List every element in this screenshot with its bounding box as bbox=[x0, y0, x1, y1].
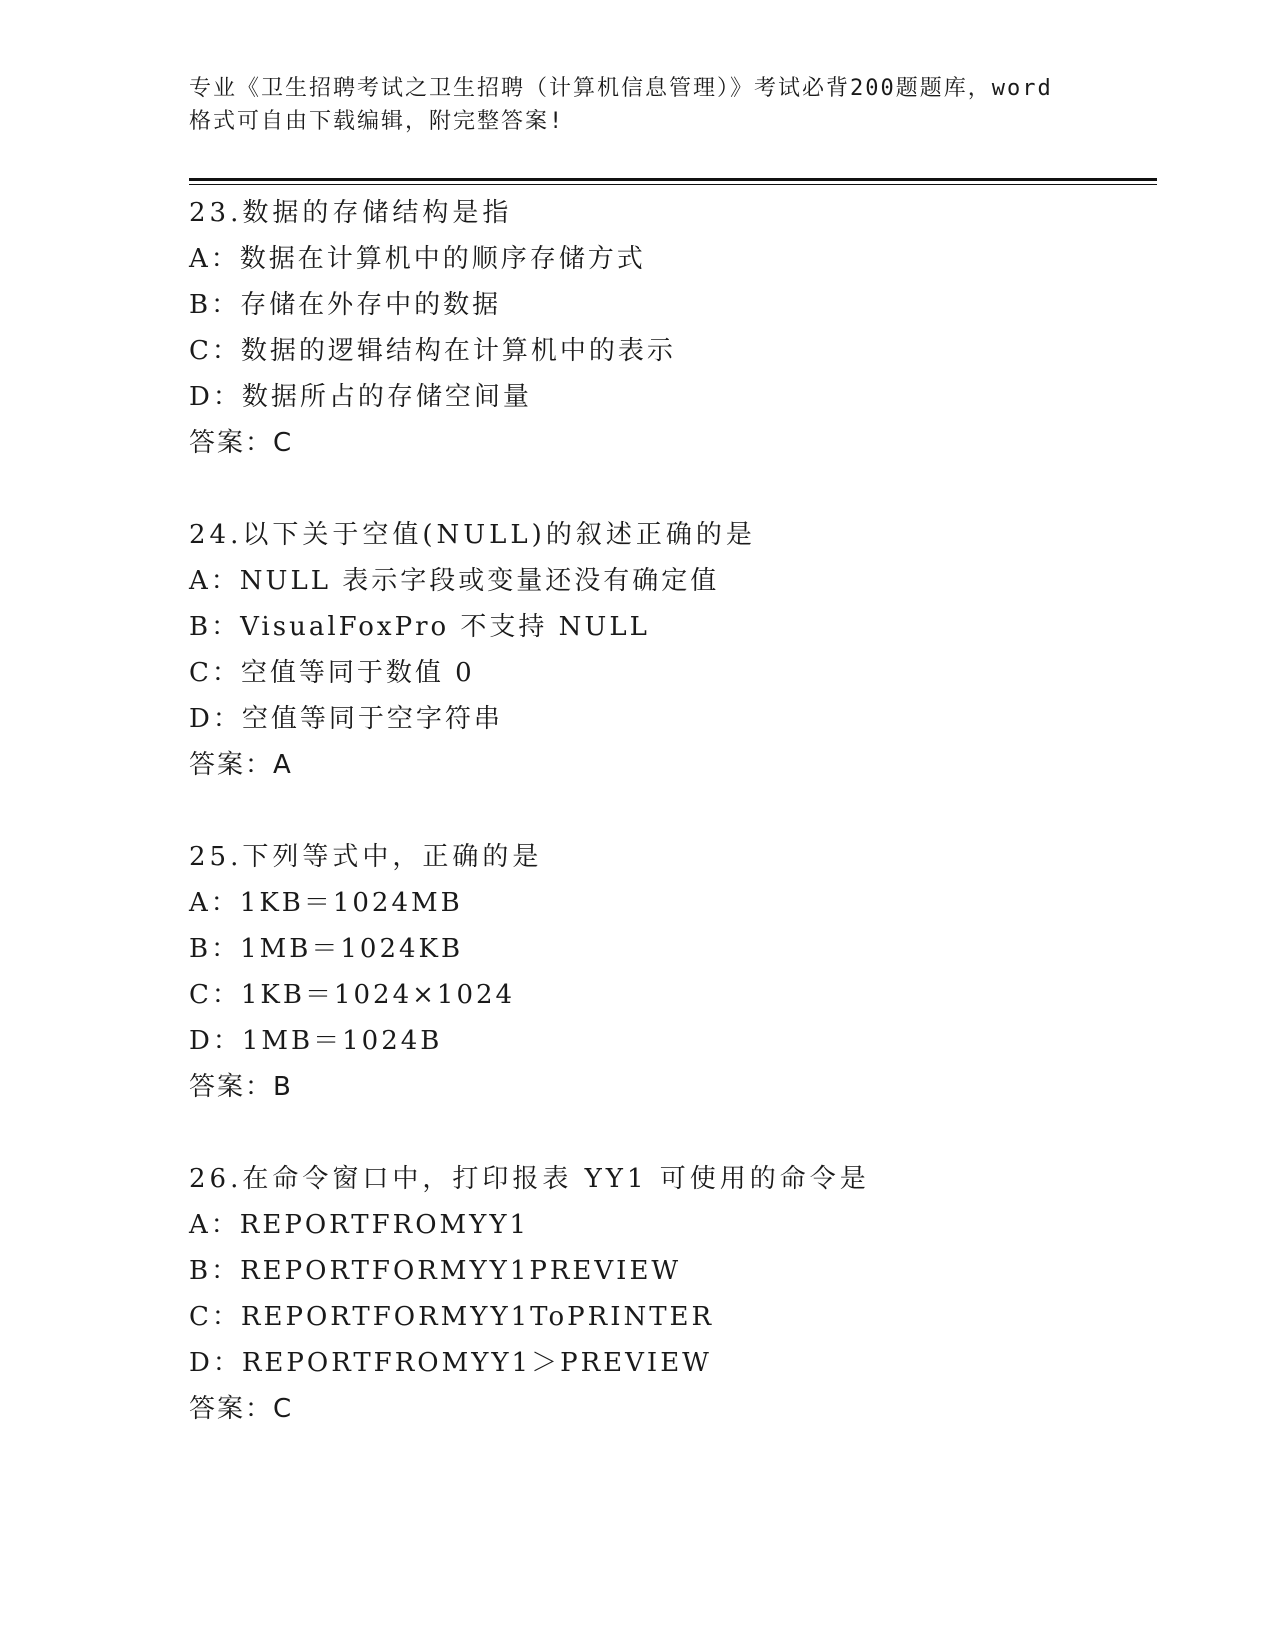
answer-label: 答案：A bbox=[189, 750, 293, 780]
option-d: D：数据所占的存储空间量 bbox=[189, 382, 532, 412]
question-25 bbox=[189, 834, 1149, 1110]
question-title: 25.下列等式中，正确的是 bbox=[189, 842, 543, 872]
option-c: C：1KB＝1024×1024 bbox=[189, 980, 516, 1010]
option-b: B：REPORTFORMYY1PREVIEW bbox=[189, 1256, 682, 1286]
question-26 bbox=[189, 1156, 1149, 1432]
option-b: B：1MB＝1024KB bbox=[189, 934, 464, 964]
option-c: C：空值等同于数值 0 bbox=[189, 658, 475, 688]
answer-label: 答案：B bbox=[189, 1072, 293, 1102]
option-a: A：REPORTFROMYY1 bbox=[189, 1210, 530, 1240]
option-a: A：1KB＝1024MB bbox=[189, 888, 463, 918]
option-b: B：存储在外存中的数据 bbox=[189, 290, 502, 320]
option-c: C：REPORTFORMYY1ToPRINTER bbox=[189, 1302, 715, 1332]
option-c: C：数据的逻辑结构在计算机中的表示 bbox=[189, 336, 676, 366]
question-list bbox=[189, 190, 1149, 1478]
option-a: A：数据在计算机中的顺序存储方式 bbox=[189, 244, 646, 274]
question-title: 26.在命令窗口中，打印报表 YY1 可使用的命令是 bbox=[189, 1164, 870, 1194]
question-title: 23.数据的存储结构是指 bbox=[189, 198, 513, 228]
header-divider-thick bbox=[189, 178, 1157, 181]
question-title: 24.以下关于空值(NULL)的叙述正确的是 bbox=[189, 520, 756, 550]
document-header bbox=[189, 72, 1109, 138]
header-line-1: 专业《卫生招聘考试之卫生招聘（计算机信息管理）》考试必背200题题库，word bbox=[189, 76, 1053, 101]
header-divider-thin bbox=[189, 184, 1157, 185]
option-a: A：NULL 表示字段或变量还没有确定值 bbox=[189, 566, 720, 596]
question-23 bbox=[189, 190, 1149, 466]
option-d: D：1MB＝1024B bbox=[189, 1026, 443, 1056]
question-24 bbox=[189, 512, 1149, 788]
answer-label: 答案：C bbox=[189, 1394, 294, 1424]
answer-label: 答案：C bbox=[189, 428, 294, 458]
option-d: D：空值等同于空字符串 bbox=[189, 704, 503, 734]
option-d: D：REPORTFROMYY1＞PREVIEW bbox=[189, 1348, 712, 1378]
option-b: B：VisualFoxPro 不支持 NULL bbox=[189, 612, 650, 642]
header-line-2: 格式可自由下载编辑，附完整答案! bbox=[189, 109, 565, 134]
